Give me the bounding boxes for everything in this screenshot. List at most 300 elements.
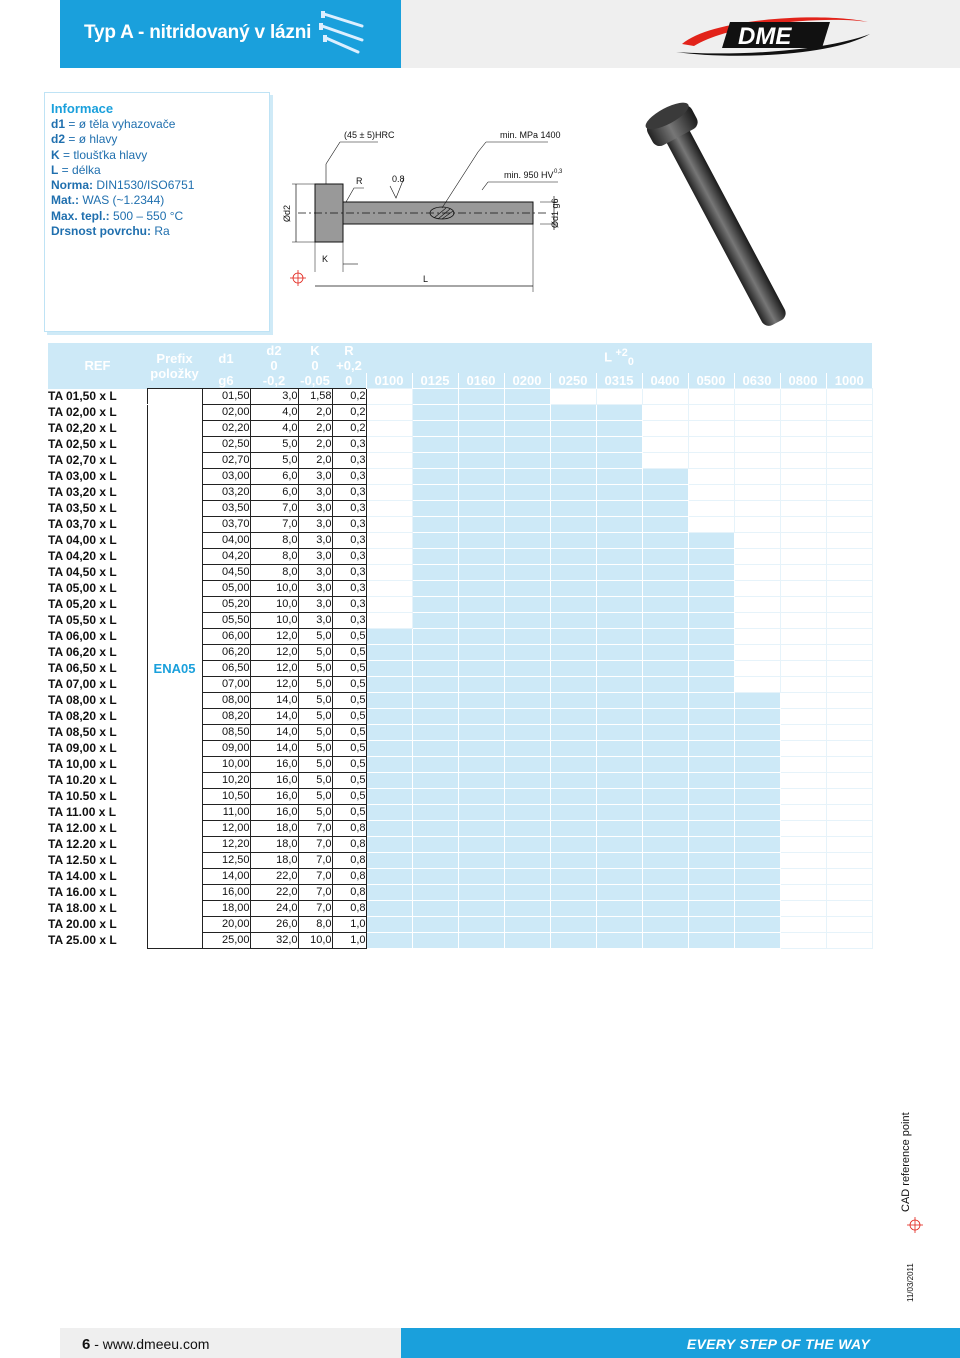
length-availability-cell[interactable] bbox=[412, 869, 458, 885]
length-availability-cell[interactable] bbox=[550, 805, 596, 821]
length-availability-cell[interactable] bbox=[642, 725, 688, 741]
r-cell: 0,5 bbox=[332, 805, 366, 821]
length-availability-cell[interactable] bbox=[412, 741, 458, 757]
length-availability-cell[interactable] bbox=[734, 933, 780, 949]
length-availability-cell[interactable] bbox=[550, 901, 596, 917]
length-availability-cell[interactable] bbox=[458, 885, 504, 901]
svg-text:0,3: 0,3 bbox=[554, 169, 563, 175]
length-availability-cell[interactable] bbox=[550, 917, 596, 933]
length-availability-cell[interactable] bbox=[734, 773, 780, 789]
length-availability-cell[interactable] bbox=[458, 677, 504, 693]
length-availability-cell[interactable] bbox=[596, 501, 642, 517]
length-availability-cell[interactable] bbox=[504, 677, 550, 693]
length-availability-cell[interactable] bbox=[642, 885, 688, 901]
length-availability-cell[interactable] bbox=[412, 677, 458, 693]
length-availability-cell[interactable] bbox=[642, 757, 688, 773]
r-cell: 0,5 bbox=[332, 677, 366, 693]
length-availability-cell[interactable] bbox=[412, 405, 458, 421]
length-availability-cell[interactable] bbox=[642, 677, 688, 693]
length-availability-cell[interactable] bbox=[458, 501, 504, 517]
length-availability-cell[interactable] bbox=[504, 661, 550, 677]
length-availability-cell[interactable] bbox=[458, 869, 504, 885]
length-availability-cell[interactable] bbox=[458, 805, 504, 821]
length-availability-cell[interactable] bbox=[412, 709, 458, 725]
length-availability-cell[interactable] bbox=[642, 901, 688, 917]
length-availability-cell[interactable] bbox=[688, 901, 734, 917]
length-availability-cell[interactable] bbox=[596, 581, 642, 597]
length-availability-cell[interactable] bbox=[550, 661, 596, 677]
length-availability-cell[interactable] bbox=[504, 389, 550, 405]
length-availability-cell[interactable] bbox=[366, 837, 412, 853]
length-availability-cell[interactable] bbox=[596, 885, 642, 901]
length-availability-cell[interactable] bbox=[688, 821, 734, 837]
length-availability-cell[interactable] bbox=[504, 469, 550, 485]
length-availability-cell[interactable] bbox=[734, 821, 780, 837]
length-availability-cell[interactable] bbox=[688, 597, 734, 613]
length-availability-cell[interactable] bbox=[504, 709, 550, 725]
length-availability-cell[interactable] bbox=[596, 853, 642, 869]
length-availability-cell[interactable] bbox=[458, 485, 504, 501]
length-availability-cell[interactable] bbox=[688, 917, 734, 933]
length-availability-cell[interactable] bbox=[504, 805, 550, 821]
length-availability-cell[interactable] bbox=[504, 869, 550, 885]
length-availability-cell[interactable] bbox=[366, 725, 412, 741]
length-availability-cell[interactable] bbox=[366, 853, 412, 869]
length-availability-cell[interactable] bbox=[458, 517, 504, 533]
length-availability-cell[interactable] bbox=[688, 677, 734, 693]
length-availability-cell[interactable] bbox=[550, 549, 596, 565]
length-availability-cell[interactable] bbox=[504, 837, 550, 853]
length-availability-cell[interactable] bbox=[366, 661, 412, 677]
length-availability-cell[interactable] bbox=[366, 789, 412, 805]
length-availability-cell[interactable] bbox=[458, 821, 504, 837]
length-availability-cell[interactable] bbox=[550, 405, 596, 421]
length-availability-cell bbox=[780, 821, 826, 837]
length-availability-cell[interactable] bbox=[550, 485, 596, 501]
length-availability-cell[interactable] bbox=[504, 485, 550, 501]
r-cell: 0,5 bbox=[332, 789, 366, 805]
length-availability-cell[interactable] bbox=[504, 725, 550, 741]
length-availability-cell[interactable] bbox=[504, 565, 550, 581]
length-availability-cell[interactable] bbox=[734, 757, 780, 773]
length-availability-cell[interactable] bbox=[550, 853, 596, 869]
length-availability-cell[interactable] bbox=[596, 773, 642, 789]
length-availability-cell[interactable] bbox=[734, 917, 780, 933]
length-availability-cell[interactable] bbox=[458, 533, 504, 549]
length-availability-cell[interactable] bbox=[550, 677, 596, 693]
k-cell: 3,0 bbox=[298, 549, 332, 565]
length-availability-cell[interactable] bbox=[504, 645, 550, 661]
length-availability-cell[interactable] bbox=[596, 677, 642, 693]
length-availability-cell[interactable] bbox=[596, 517, 642, 533]
length-availability-cell[interactable] bbox=[366, 757, 412, 773]
length-availability-cell[interactable] bbox=[550, 437, 596, 453]
length-availability-cell[interactable] bbox=[412, 757, 458, 773]
d2-cell: 10,0 bbox=[250, 581, 298, 597]
d1-cell: 05,50 bbox=[202, 613, 250, 629]
length-availability-cell[interactable] bbox=[734, 805, 780, 821]
length-availability-cell[interactable] bbox=[642, 517, 688, 533]
length-availability-cell[interactable] bbox=[504, 885, 550, 901]
length-availability-cell[interactable] bbox=[642, 549, 688, 565]
length-availability-cell[interactable] bbox=[596, 549, 642, 565]
length-availability-cell bbox=[734, 629, 780, 645]
length-availability-cell[interactable] bbox=[550, 517, 596, 533]
ejector-pin-photo bbox=[596, 88, 846, 338]
length-availability-cell[interactable] bbox=[458, 789, 504, 805]
length-availability-cell[interactable] bbox=[550, 933, 596, 949]
length-availability-cell[interactable] bbox=[642, 645, 688, 661]
svg-text:Ød2: Ød2 bbox=[282, 204, 292, 222]
length-availability-cell[interactable] bbox=[412, 437, 458, 453]
length-availability-cell[interactable] bbox=[458, 757, 504, 773]
length-availability-cell[interactable] bbox=[688, 853, 734, 869]
length-availability-cell[interactable] bbox=[504, 453, 550, 469]
length-availability-cell[interactable] bbox=[688, 693, 734, 709]
length-availability-cell[interactable] bbox=[458, 933, 504, 949]
length-availability-cell[interactable] bbox=[688, 709, 734, 725]
d2-cell: 14,0 bbox=[250, 693, 298, 709]
length-availability-cell[interactable] bbox=[412, 597, 458, 613]
length-availability-cell[interactable] bbox=[504, 853, 550, 869]
length-availability-cell bbox=[826, 549, 872, 565]
length-availability-cell[interactable] bbox=[596, 693, 642, 709]
svg-text:DME: DME bbox=[738, 23, 792, 50]
length-availability-cell[interactable] bbox=[458, 853, 504, 869]
length-availability-cell[interactable] bbox=[550, 469, 596, 485]
length-availability-cell bbox=[734, 389, 780, 405]
length-availability-cell[interactable] bbox=[504, 533, 550, 549]
length-availability-cell[interactable] bbox=[504, 581, 550, 597]
length-availability-cell[interactable] bbox=[688, 645, 734, 661]
length-availability-cell[interactable] bbox=[458, 741, 504, 757]
length-availability-cell[interactable] bbox=[458, 645, 504, 661]
length-availability-cell[interactable] bbox=[642, 565, 688, 581]
k-tolerance: -0,05 bbox=[298, 373, 332, 389]
length-availability-cell[interactable] bbox=[734, 725, 780, 741]
length-availability-cell[interactable] bbox=[734, 693, 780, 709]
length-availability-cell[interactable] bbox=[458, 629, 504, 645]
length-availability-cell[interactable] bbox=[596, 565, 642, 581]
length-availability-cell[interactable] bbox=[642, 933, 688, 949]
length-availability-cell[interactable] bbox=[642, 613, 688, 629]
length-availability-cell[interactable] bbox=[550, 533, 596, 549]
length-availability-cell[interactable] bbox=[458, 565, 504, 581]
length-availability-cell[interactable] bbox=[412, 613, 458, 629]
length-availability-cell[interactable] bbox=[366, 805, 412, 821]
length-availability-cell[interactable] bbox=[458, 917, 504, 933]
length-availability-cell[interactable] bbox=[550, 869, 596, 885]
length-availability-cell[interactable] bbox=[734, 885, 780, 901]
length-availability-cell[interactable] bbox=[550, 725, 596, 741]
r-cell: 0,5 bbox=[332, 741, 366, 757]
length-availability-cell[interactable] bbox=[688, 549, 734, 565]
length-availability-cell[interactable] bbox=[688, 565, 734, 581]
length-availability-cell[interactable] bbox=[504, 789, 550, 805]
length-availability-cell[interactable] bbox=[504, 549, 550, 565]
length-availability-cell[interactable] bbox=[412, 389, 458, 405]
length-availability-cell[interactable] bbox=[412, 517, 458, 533]
length-availability-cell[interactable] bbox=[504, 821, 550, 837]
length-availability-cell[interactable] bbox=[550, 885, 596, 901]
length-availability-cell[interactable] bbox=[596, 661, 642, 677]
length-availability-cell[interactable] bbox=[688, 661, 734, 677]
length-availability-cell[interactable] bbox=[412, 549, 458, 565]
length-availability-cell[interactable] bbox=[412, 837, 458, 853]
length-availability-cell[interactable] bbox=[596, 933, 642, 949]
length-availability-cell[interactable] bbox=[642, 821, 688, 837]
length-availability-cell[interactable] bbox=[550, 709, 596, 725]
length-availability-cell[interactable] bbox=[642, 917, 688, 933]
ref-cell: TA 03,50 x L bbox=[48, 501, 147, 517]
length-availability-cell[interactable] bbox=[412, 581, 458, 597]
length-availability-cell[interactable] bbox=[688, 885, 734, 901]
length-availability-cell[interactable] bbox=[550, 613, 596, 629]
length-availability-cell[interactable] bbox=[596, 725, 642, 741]
length-availability-cell[interactable] bbox=[366, 821, 412, 837]
length-availability-cell[interactable] bbox=[642, 773, 688, 789]
length-availability-cell[interactable] bbox=[596, 453, 642, 469]
length-availability-cell[interactable] bbox=[412, 933, 458, 949]
length-availability-cell[interactable] bbox=[642, 709, 688, 725]
length-availability-cell[interactable] bbox=[504, 501, 550, 517]
length-availability-cell[interactable] bbox=[642, 533, 688, 549]
length-availability-cell[interactable] bbox=[504, 901, 550, 917]
length-availability-cell[interactable] bbox=[596, 469, 642, 485]
footer-url[interactable]: www.dmeeu.com bbox=[102, 1336, 210, 1352]
length-availability-cell[interactable] bbox=[458, 453, 504, 469]
length-availability-cell[interactable] bbox=[412, 901, 458, 917]
length-availability-cell[interactable] bbox=[366, 629, 412, 645]
length-availability-cell[interactable] bbox=[366, 885, 412, 901]
length-availability-cell[interactable] bbox=[688, 533, 734, 549]
length-availability-cell[interactable] bbox=[596, 821, 642, 837]
length-availability-cell[interactable] bbox=[688, 837, 734, 853]
length-availability-cell[interactable] bbox=[642, 581, 688, 597]
length-availability-cell[interactable] bbox=[504, 597, 550, 613]
length-availability-cell[interactable] bbox=[504, 773, 550, 789]
length-availability-cell[interactable] bbox=[412, 485, 458, 501]
length-availability-cell[interactable] bbox=[458, 581, 504, 597]
length-availability-cell[interactable] bbox=[366, 709, 412, 725]
length-availability-cell[interactable] bbox=[596, 405, 642, 421]
length-availability-cell[interactable] bbox=[504, 629, 550, 645]
length-availability-cell[interactable] bbox=[504, 421, 550, 437]
length-availability-cell bbox=[780, 597, 826, 613]
length-availability-cell[interactable] bbox=[550, 421, 596, 437]
svg-text:(45 ± 5)HRC: (45 ± 5)HRC bbox=[344, 130, 395, 140]
length-availability-cell[interactable] bbox=[412, 629, 458, 645]
length-availability-cell bbox=[826, 869, 872, 885]
length-availability-cell[interactable] bbox=[550, 693, 596, 709]
length-availability-cell[interactable] bbox=[688, 773, 734, 789]
length-availability-cell[interactable] bbox=[412, 773, 458, 789]
length-availability-cell bbox=[550, 389, 596, 405]
length-availability-cell[interactable] bbox=[550, 629, 596, 645]
length-availability-cell[interactable] bbox=[688, 789, 734, 805]
length-availability-cell[interactable] bbox=[596, 837, 642, 853]
length-availability-cell[interactable] bbox=[412, 853, 458, 869]
length-availability-cell[interactable] bbox=[550, 741, 596, 757]
length-availability-cell[interactable] bbox=[458, 693, 504, 709]
length-availability-cell[interactable] bbox=[688, 869, 734, 885]
length-availability-cell[interactable] bbox=[550, 789, 596, 805]
length-availability-cell[interactable] bbox=[412, 645, 458, 661]
length-availability-cell[interactable] bbox=[642, 837, 688, 853]
length-availability-cell[interactable] bbox=[642, 629, 688, 645]
length-availability-cell[interactable] bbox=[504, 917, 550, 933]
length-availability-cell[interactable] bbox=[596, 437, 642, 453]
length-availability-cell[interactable] bbox=[596, 597, 642, 613]
length-availability-cell[interactable] bbox=[642, 661, 688, 677]
k-cell: 5,0 bbox=[298, 645, 332, 661]
length-availability-cell[interactable] bbox=[412, 565, 458, 581]
length-availability-cell[interactable] bbox=[688, 741, 734, 757]
length-availability-cell[interactable] bbox=[550, 757, 596, 773]
length-availability-cell[interactable] bbox=[642, 501, 688, 517]
length-availability-cell[interactable] bbox=[458, 405, 504, 421]
length-availability-cell[interactable] bbox=[642, 869, 688, 885]
length-availability-cell[interactable] bbox=[412, 661, 458, 677]
length-availability-cell[interactable] bbox=[412, 821, 458, 837]
length-availability-cell[interactable] bbox=[504, 437, 550, 453]
length-availability-cell[interactable] bbox=[458, 661, 504, 677]
length-availability-cell[interactable] bbox=[596, 629, 642, 645]
length-availability-cell[interactable] bbox=[734, 837, 780, 853]
length-availability-cell[interactable] bbox=[596, 917, 642, 933]
length-availability-cell bbox=[780, 661, 826, 677]
length-availability-cell[interactable] bbox=[504, 517, 550, 533]
length-availability-cell[interactable] bbox=[596, 709, 642, 725]
length-availability-cell[interactable] bbox=[366, 773, 412, 789]
length-availability-cell[interactable] bbox=[412, 501, 458, 517]
length-availability-cell[interactable] bbox=[550, 597, 596, 613]
length-availability-cell[interactable] bbox=[366, 741, 412, 757]
length-availability-cell[interactable] bbox=[642, 741, 688, 757]
length-availability-cell[interactable] bbox=[642, 485, 688, 501]
length-availability-cell[interactable] bbox=[596, 421, 642, 437]
length-availability-cell[interactable] bbox=[642, 789, 688, 805]
length-availability-cell[interactable] bbox=[596, 645, 642, 661]
length-availability-cell[interactable] bbox=[550, 453, 596, 469]
length-availability-cell bbox=[366, 389, 412, 405]
length-availability-cell[interactable] bbox=[366, 869, 412, 885]
length-availability-cell[interactable] bbox=[596, 869, 642, 885]
length-availability-cell[interactable] bbox=[458, 389, 504, 405]
length-availability-cell[interactable] bbox=[458, 597, 504, 613]
length-availability-cell[interactable] bbox=[412, 805, 458, 821]
length-availability-cell[interactable] bbox=[458, 469, 504, 485]
length-availability-cell[interactable] bbox=[412, 725, 458, 741]
k-cell: 2,0 bbox=[298, 421, 332, 437]
length-availability-cell bbox=[688, 469, 734, 485]
length-availability-cell[interactable] bbox=[412, 421, 458, 437]
length-availability-cell[interactable] bbox=[412, 693, 458, 709]
length-availability-cell[interactable] bbox=[504, 741, 550, 757]
length-availability-cell[interactable] bbox=[596, 757, 642, 773]
length-availability-cell[interactable] bbox=[366, 693, 412, 709]
length-availability-cell[interactable] bbox=[412, 453, 458, 469]
length-availability-cell[interactable] bbox=[734, 853, 780, 869]
length-availability-cell[interactable] bbox=[688, 613, 734, 629]
length-availability-cell[interactable] bbox=[688, 629, 734, 645]
length-availability-cell[interactable] bbox=[596, 533, 642, 549]
length-availability-cell[interactable] bbox=[642, 853, 688, 869]
length-availability-cell[interactable] bbox=[596, 805, 642, 821]
length-availability-cell[interactable] bbox=[596, 901, 642, 917]
length-availability-cell[interactable] bbox=[366, 677, 412, 693]
length-availability-cell[interactable] bbox=[550, 501, 596, 517]
length-availability-cell[interactable] bbox=[734, 901, 780, 917]
length-availability-cell[interactable] bbox=[734, 869, 780, 885]
length-availability-cell[interactable] bbox=[596, 485, 642, 501]
d2-cell: 12,0 bbox=[250, 677, 298, 693]
length-availability-cell[interactable] bbox=[734, 741, 780, 757]
length-availability-cell[interactable] bbox=[458, 421, 504, 437]
length-availability-cell[interactable] bbox=[688, 725, 734, 741]
length-availability-cell[interactable] bbox=[458, 437, 504, 453]
length-availability-cell[interactable] bbox=[458, 773, 504, 789]
length-availability-cell[interactable] bbox=[642, 469, 688, 485]
length-availability-cell[interactable] bbox=[596, 741, 642, 757]
length-availability-cell[interactable] bbox=[504, 693, 550, 709]
length-availability-cell[interactable] bbox=[504, 757, 550, 773]
length-availability-cell[interactable] bbox=[458, 549, 504, 565]
length-availability-cell bbox=[780, 645, 826, 661]
length-availability-cell[interactable] bbox=[458, 901, 504, 917]
length-availability-cell[interactable] bbox=[366, 933, 412, 949]
length-availability-cell[interactable] bbox=[734, 789, 780, 805]
length-availability-cell[interactable] bbox=[412, 789, 458, 805]
length-availability-cell[interactable] bbox=[642, 805, 688, 821]
length-availability-cell[interactable] bbox=[412, 885, 458, 901]
length-availability-cell[interactable] bbox=[642, 597, 688, 613]
length-availability-cell bbox=[826, 469, 872, 485]
length-availability-cell[interactable] bbox=[504, 613, 550, 629]
length-availability-cell[interactable] bbox=[688, 805, 734, 821]
length-availability-cell[interactable] bbox=[366, 645, 412, 661]
length-availability-cell[interactable] bbox=[458, 709, 504, 725]
length-availability-cell[interactable] bbox=[412, 469, 458, 485]
length-availability-cell[interactable] bbox=[458, 613, 504, 629]
length-availability-cell[interactable] bbox=[550, 773, 596, 789]
length-availability-cell[interactable] bbox=[550, 581, 596, 597]
length-availability-cell[interactable] bbox=[642, 693, 688, 709]
length-availability-cell bbox=[688, 405, 734, 421]
length-availability-cell[interactable] bbox=[550, 565, 596, 581]
length-availability-cell bbox=[780, 933, 826, 949]
length-availability-cell[interactable] bbox=[458, 837, 504, 853]
length-availability-cell[interactable] bbox=[596, 789, 642, 805]
length-availability-cell[interactable] bbox=[504, 405, 550, 421]
length-availability-cell[interactable] bbox=[550, 837, 596, 853]
length-availability-cell[interactable] bbox=[504, 933, 550, 949]
length-availability-cell[interactable] bbox=[596, 613, 642, 629]
length-availability-cell[interactable] bbox=[366, 901, 412, 917]
length-availability-cell[interactable] bbox=[550, 645, 596, 661]
length-availability-cell[interactable] bbox=[734, 709, 780, 725]
length-availability-cell[interactable] bbox=[688, 581, 734, 597]
d1-cell: 04,20 bbox=[202, 549, 250, 565]
length-availability-cell[interactable] bbox=[688, 933, 734, 949]
length-availability-cell[interactable] bbox=[412, 917, 458, 933]
length-availability-cell[interactable] bbox=[412, 533, 458, 549]
length-availability-cell[interactable] bbox=[550, 821, 596, 837]
d2-cell: 8,0 bbox=[250, 533, 298, 549]
length-availability-cell[interactable] bbox=[458, 725, 504, 741]
length-availability-cell[interactable] bbox=[688, 757, 734, 773]
length-availability-cell[interactable] bbox=[366, 917, 412, 933]
